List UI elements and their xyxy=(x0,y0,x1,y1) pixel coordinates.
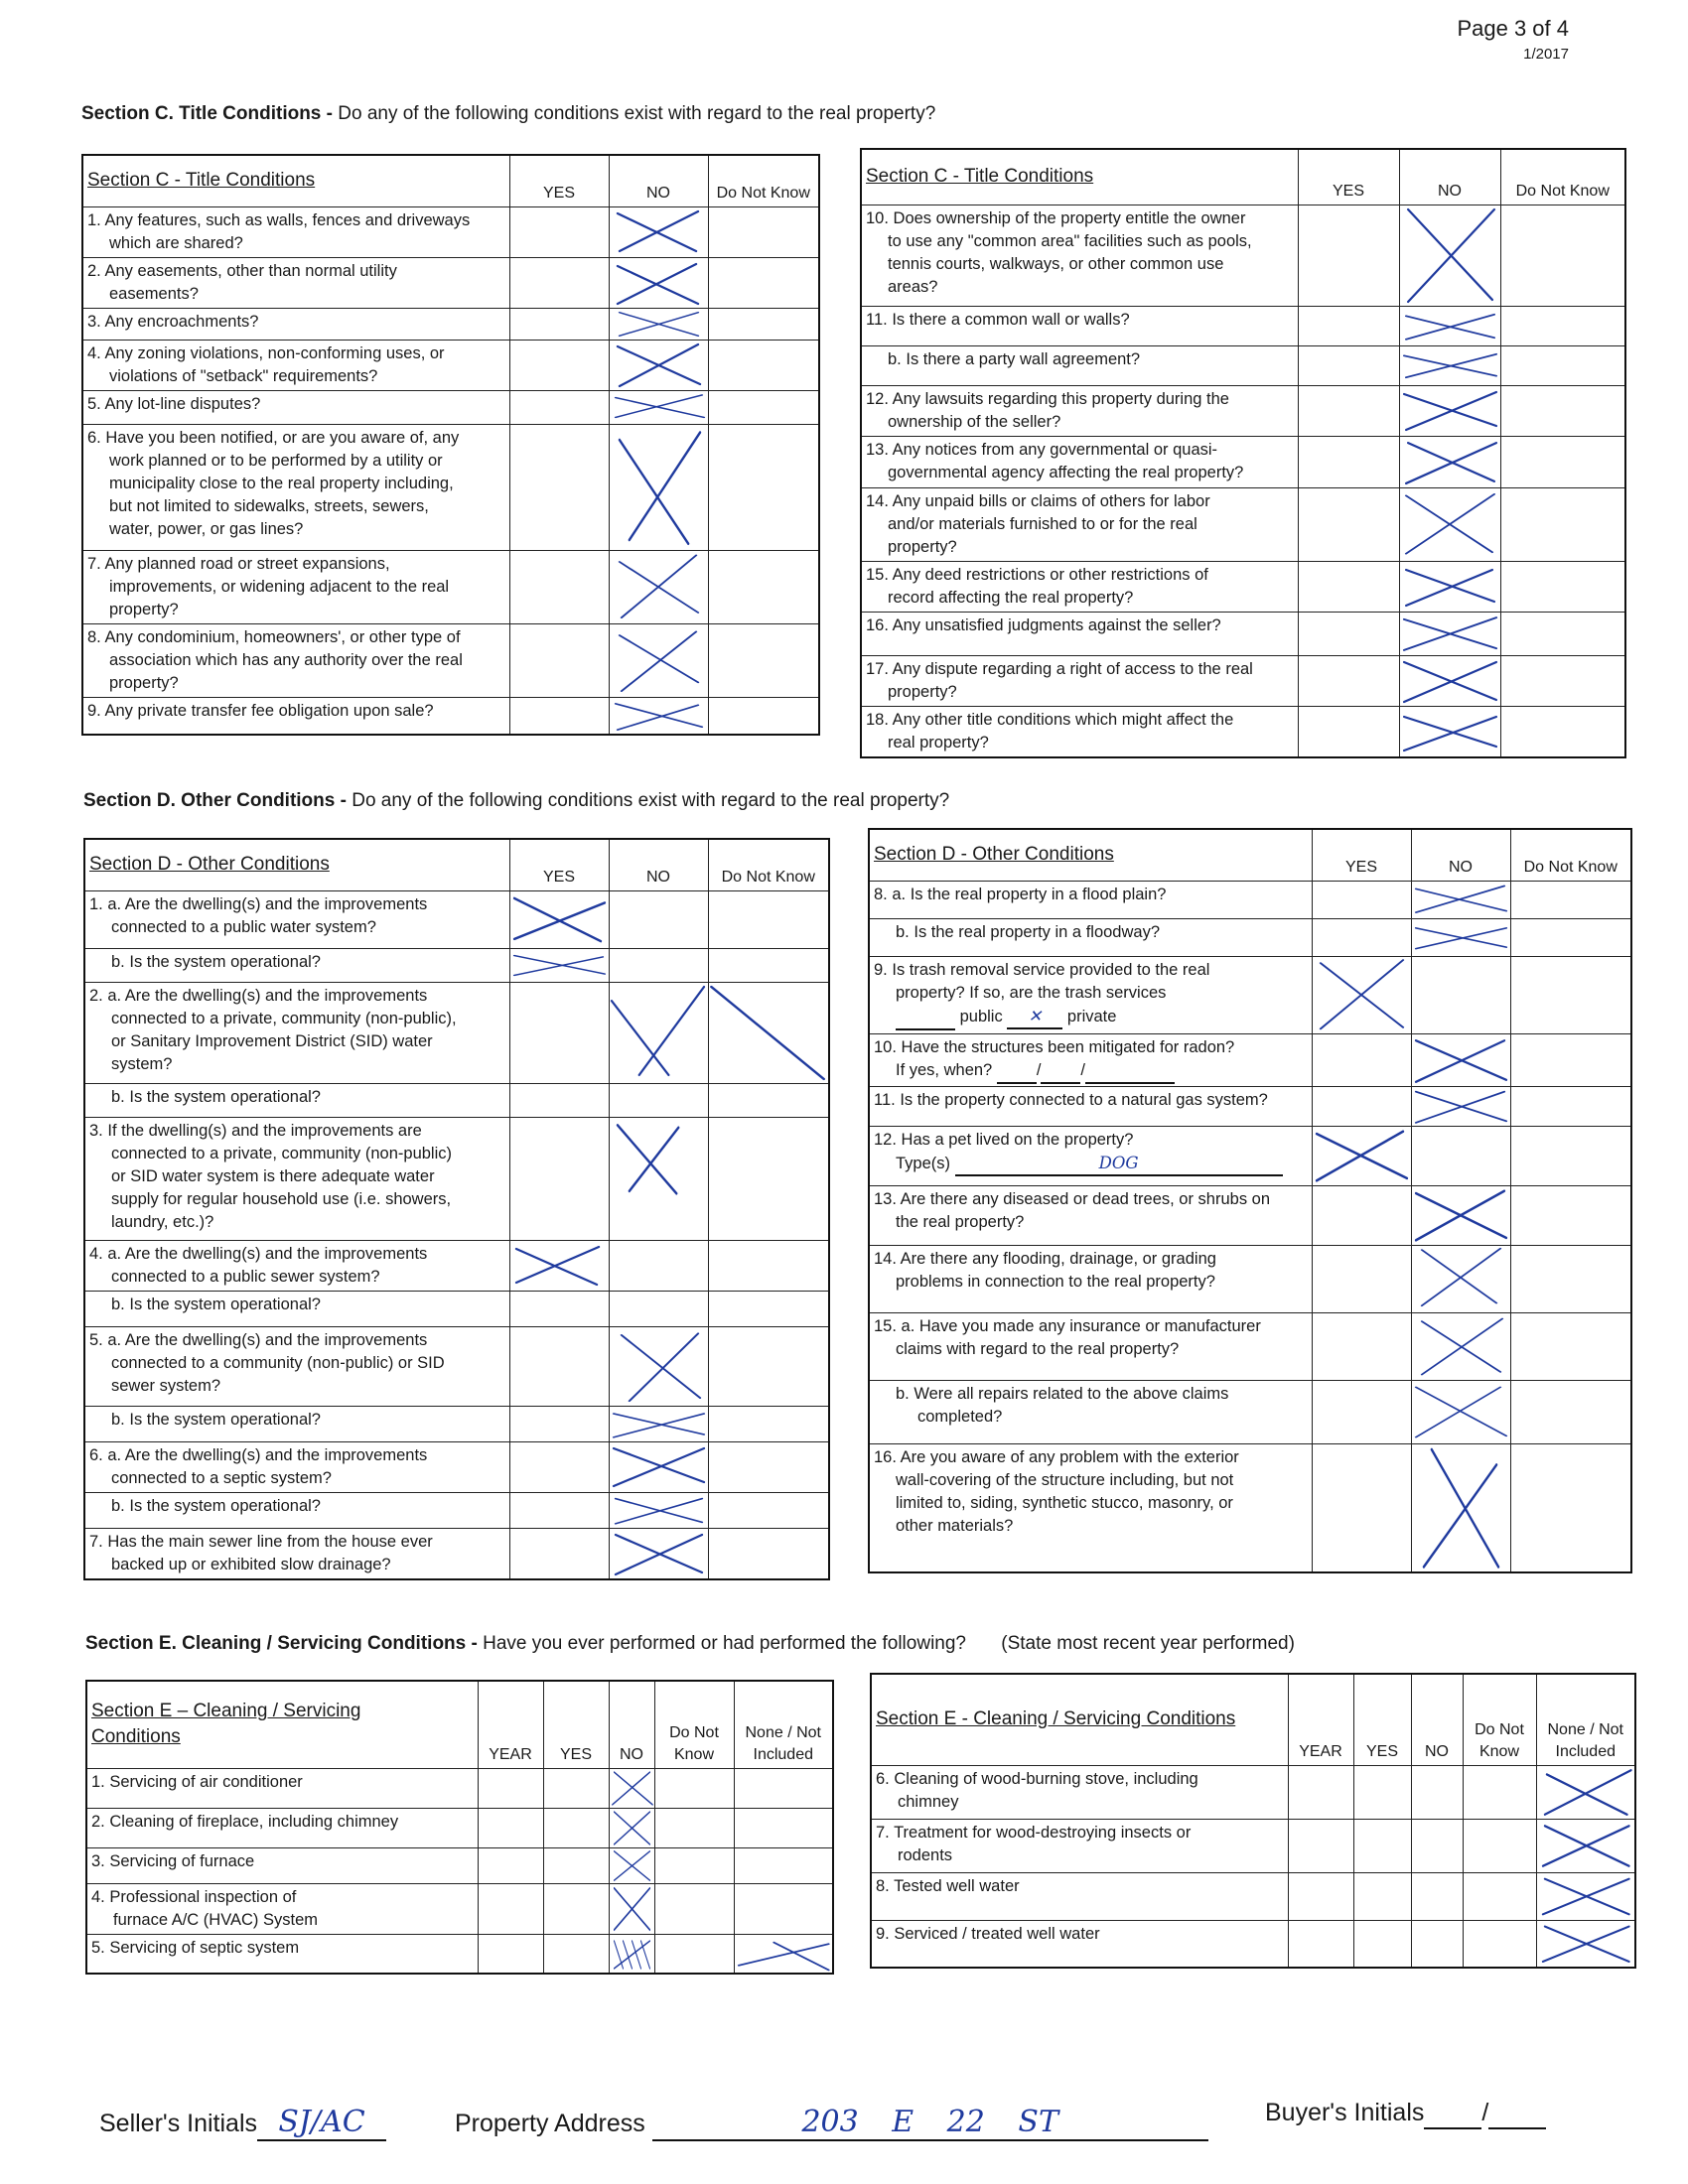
none-not-included-checkbox[interactable] xyxy=(1536,1920,1635,1968)
no-checkbox[interactable] xyxy=(609,623,708,697)
no-checkbox[interactable] xyxy=(609,1117,708,1240)
question-row: 13. Are there any diseased or dead trees, or shrubs on the real property? xyxy=(869,1185,1631,1245)
no-checkbox[interactable] xyxy=(1399,345,1500,385)
question-row: 8. a. Is the real property in a flood plain? xyxy=(869,881,1631,918)
no-checkbox[interactable] xyxy=(609,424,708,550)
question-row: 15. a. Have you made any insurance or manufacturer claims with regard to the real property? xyxy=(869,1312,1631,1380)
seller-initials-field[interactable]: SJ/AC xyxy=(257,2105,386,2141)
buyer-initials: Buyer's Initials / xyxy=(1265,2099,1546,2129)
question-row: 1. Servicing of air conditioner xyxy=(86,1768,833,1808)
no-checkbox[interactable] xyxy=(1399,385,1500,436)
question-row: 9. Serviced / treated well water xyxy=(871,1920,1635,1968)
question-row: 16. Are you aware of any problem with the exterior wall-covering of the structure including, but not limited to, siding, synthetic stucco, masonry, or other materials? xyxy=(869,1443,1631,1572)
no-checkbox[interactable] xyxy=(1411,1033,1510,1086)
no-checkbox[interactable] xyxy=(609,308,708,340)
do-not-know-checkbox[interactable] xyxy=(708,982,829,1083)
no-checkbox[interactable] xyxy=(1399,436,1500,487)
question-row: 11. Is there a common wall or walls? xyxy=(861,306,1625,345)
no-checkbox[interactable] xyxy=(1399,561,1500,612)
question-row: 9. Is trash removal service provided to the real property? If so, are the trash services public ✕ private xyxy=(869,956,1631,1033)
table-title: Section E - Cleaning / Servicing Conditions xyxy=(871,1674,1288,1765)
no-checkbox[interactable] xyxy=(1411,1245,1510,1312)
table-title: Section E – Cleaning / Servicing Conditions xyxy=(86,1681,478,1768)
question-row: 7. Treatment for wood-destroying insects or rodents xyxy=(871,1819,1635,1872)
section-c-heading: Section C. Title Conditions - Do any of the following conditions exist with regard to the real property? xyxy=(81,103,936,124)
question-row: 8. Tested well water xyxy=(871,1872,1635,1920)
question-row: 8. Any condominium, homeowners', or other type of association which has any authority over the real property? xyxy=(82,623,819,697)
question-row: 12. Any lawsuits regarding this property during the ownership of the seller? xyxy=(861,385,1625,436)
no-checkbox[interactable] xyxy=(609,697,708,735)
question-row: 5. a. Are the dwelling(s) and the improvements connected to a community (non-public) or SID sewer system? xyxy=(84,1326,829,1406)
question-row: 10. Have the structures been mitigated for radon? If yes, when? / / xyxy=(869,1033,1631,1086)
question-row: 9. Any private transfer fee obligation upon sale? xyxy=(82,697,819,735)
question-row: 2. a. Are the dwelling(s) and the improvements connected to a private, community (non-public), or Sanitary Improvement District (SID) water system? xyxy=(84,982,829,1083)
yes-checkbox[interactable] xyxy=(509,948,609,982)
no-checkbox[interactable] xyxy=(609,1406,708,1441)
no-checkbox[interactable] xyxy=(609,1492,708,1528)
section-d-right-table: Section D - Other Conditions YES NO Do Not Know 8. a. Is the real property in a flood plain? b. Is the real property in a floodway? 9. Is trash removal service provided to the real property? If so, are the trash services public ✕ private 10. Have the structures been mitigated for radon? If yes, when? / / 11. Is the property connected to a natural gas system? 12. Has a pet lived on the property? Type(s) DOG 13. Are there any diseased or dead trees, or shrubs on the real property? 14. Are there any flooding, drainage, or grading problems in connection to the real property? 15. a. Have you made any insurance or manufacturer claims with regard to the real property? b. Were all repairs related to the above claims completed? 16. Are you aware of any problem with the exterior wall-covering of the structure including, but not limited to, siding, synthetic stucco, masonry, or other materials? xyxy=(868,828,1632,1573)
no-checkbox[interactable] xyxy=(1411,918,1510,956)
page-number: Page 3 of 4 1/2017 xyxy=(1457,16,1569,63)
table-title: Section C - Title Conditions xyxy=(861,149,1298,205)
question-row: 3. If the dwelling(s) and the improvements are connected to a private, community (non-public) or SID water system is there adequate water supply for regular household use (i.e. showers, laundry, etc.)? xyxy=(84,1117,829,1240)
no-checkbox[interactable] xyxy=(609,1883,654,1934)
yes-checkbox[interactable] xyxy=(1312,1126,1411,1185)
question-row: 14. Are there any flooding, drainage, or grading problems in connection to the real property? xyxy=(869,1245,1631,1312)
no-checkbox[interactable] xyxy=(609,1441,708,1492)
question-row: 7. Has the main sewer line from the house ever backed up or exhibited slow drainage? xyxy=(84,1528,829,1579)
question-row: 5. Any lot-line disputes? xyxy=(82,390,819,424)
section-e-heading: Section E. Cleaning / Servicing Conditions - Have you ever performed or had performed the following? (State most recent year performed) xyxy=(85,1633,1295,1654)
no-checkbox[interactable] xyxy=(609,982,708,1083)
question-row: 14. Any unpaid bills or claims of others for labor and/or materials furnished to or for the real property? xyxy=(861,487,1625,561)
question-row: 6. Have you been notified, or are you aware of, any work planned or to be performed by a utility or municipality close to the real property including, but not limited to sidewalks, streets, sewers, water, power, or gas lines? xyxy=(82,424,819,550)
section-d-heading: Section D. Other Conditions - Do any of the following conditions exist with regard to the real property? xyxy=(83,790,950,811)
no-checkbox[interactable] xyxy=(1399,706,1500,757)
none-not-included-checkbox[interactable] xyxy=(734,1934,833,1974)
no-checkbox[interactable] xyxy=(609,1768,654,1808)
yes-checkbox[interactable] xyxy=(1312,956,1411,1033)
property-address-field[interactable]: 203 E 22 ST xyxy=(652,2105,1208,2141)
no-checkbox[interactable] xyxy=(609,257,708,308)
no-checkbox[interactable] xyxy=(1411,1312,1510,1380)
question-row: 4. a. Are the dwelling(s) and the improvements connected to a public sewer system? xyxy=(84,1240,829,1291)
no-checkbox[interactable] xyxy=(1399,655,1500,706)
question-row: 2. Cleaning of fireplace, including chimney xyxy=(86,1808,833,1847)
seller-initials: Seller's Initials SJ/AC xyxy=(99,2105,386,2141)
question-row: 18. Any other title conditions which might affect the real property? xyxy=(861,706,1625,757)
no-checkbox-scribbled[interactable] xyxy=(609,1934,654,1974)
no-checkbox[interactable] xyxy=(609,550,708,623)
no-checkbox[interactable] xyxy=(609,1847,654,1883)
yes-checkbox[interactable] xyxy=(509,890,609,948)
question-row: 1. a. Are the dwelling(s) and the improvements connected to a public water system? xyxy=(84,890,829,948)
property-address: Property Address 203 E 22 ST xyxy=(455,2105,1208,2141)
none-not-included-checkbox[interactable] xyxy=(1536,1872,1635,1920)
no-checkbox[interactable] xyxy=(1411,1443,1510,1572)
table-title: Section D - Other Conditions xyxy=(84,839,509,890)
question-row: 6. a. Are the dwelling(s) and the improvements connected to a septic system? xyxy=(84,1441,829,1492)
question-row: 17. Any dispute regarding a right of access to the real property? xyxy=(861,655,1625,706)
question-row: 1. Any features, such as walls, fences and driveways which are shared? xyxy=(82,206,819,257)
question-row: 3. Any encroachments? xyxy=(82,308,819,340)
buyer-initials-field-1[interactable] xyxy=(1424,2099,1481,2129)
question-row: 12. Has a pet lived on the property? Type(s) DOG xyxy=(869,1126,1631,1185)
question-row: 7. Any planned road or street expansions, improvements, or widening adjacent to the real property? xyxy=(82,550,819,623)
no-checkbox[interactable] xyxy=(1399,306,1500,345)
buyer-initials-field-2[interactable] xyxy=(1488,2099,1546,2129)
question-row: b. Is the system operational? xyxy=(84,948,829,982)
question-row: b. Were all repairs related to the above claims completed? xyxy=(869,1380,1631,1443)
no-checkbox[interactable] xyxy=(1411,1380,1510,1443)
no-checkbox[interactable] xyxy=(609,1528,708,1579)
no-checkbox[interactable] xyxy=(1411,1086,1510,1126)
question-row: 11. Is the property connected to a natural gas system? xyxy=(869,1086,1631,1126)
no-checkbox[interactable] xyxy=(1411,881,1510,918)
section-c-right-table: Section C - Title Conditions YES NO Do Not Know 10. Does ownership of the property entitle the owner to use any "common area" facilities such as pools, tennis courts, walkways, or other common use areas? 11. Is there a common wall or walls? b. Is there a party wall agreement? 12. Any lawsuits regarding this property during the ownership of the seller? 13. Any notices from any governmental or quasi- governmental agency affecting the real property? 14. Any unpaid bills or claims of others for labor and/or materials furnished to or for the real property? 15. Any deed restrictions or other restrictions of record affecting the real property? 16. Any unsatisfied judgments against the seller? 17. Any dispute regarding a right of access to the real property? 18. Any other title conditions which might affect the real property? xyxy=(860,148,1626,758)
question-row: 6. Cleaning of wood-burning stove, including chimney xyxy=(871,1765,1635,1819)
form-version: 1/2017 xyxy=(1523,46,1569,63)
question-row: b. Is the system operational? xyxy=(84,1291,829,1326)
question-row: 4. Any zoning violations, non-conforming uses, or violations of "setback" requirements? xyxy=(82,340,819,390)
question-row: b. Is there a party wall agreement? xyxy=(861,345,1625,385)
no-checkbox[interactable] xyxy=(609,206,708,257)
section-d-left-table: Section D - Other Conditions YES NO Do Not Know 1. a. Are the dwelling(s) and the improvements connected to a public water system? b. Is the system operational? 2. a. Are the dwelling(s) and the improvements connected to a private, community (non-public), or Sanitary Improvement District (SID) water system? b. Is the system operational? 3. If the dwelling(s) and the improvements are connected to a private, community (non-public) or SID water system is there adequate water supply for regular household use (i.e. showers, laundry, etc.)? 4. a. Are the dwelling(s) and the improvements connected to a public sewer system? b. Is the system operational? 5. a. Are the dwelling(s) and the improvements connected to a community (non-public) or SID sewer system? b. Is the system operational? 6. a. Are the dwelling(s) and the improvements connected to a septic system? b. Is the system operational? 7. Has the main sewer line from the house ever backed up or exhibited slow drainage? xyxy=(83,838,830,1580)
question-row: b. Is the real property in a floodway? xyxy=(869,918,1631,956)
table-title: Section C - Title Conditions xyxy=(82,155,509,206)
no-checkbox[interactable] xyxy=(1399,612,1500,655)
question-row: 13. Any notices from any governmental or quasi- governmental agency affecting the real property? xyxy=(861,436,1625,487)
none-not-included-checkbox[interactable] xyxy=(1536,1765,1635,1819)
question-row: 15. Any deed restrictions or other restrictions of record affecting the real property? xyxy=(861,561,1625,612)
question-row: 3. Servicing of furnace xyxy=(86,1847,833,1883)
no-checkbox[interactable] xyxy=(609,1808,654,1847)
no-checkbox[interactable] xyxy=(609,340,708,390)
question-row: 16. Any unsatisfied judgments against the seller? xyxy=(861,612,1625,655)
question-row: b. Is the system operational? xyxy=(84,1083,829,1117)
no-checkbox[interactable] xyxy=(1399,487,1500,561)
no-checkbox[interactable] xyxy=(609,390,708,424)
no-checkbox[interactable] xyxy=(1411,1185,1510,1245)
section-e-left-table: Section E – Cleaning / Servicing Conditions YEAR YES NO Do Not Know None / Not Included 1. Servicing of air conditioner 2. Cleaning of fireplace, including chimney 3. Servicing of furnace 4. Professional inspection of furnace A/C (HVAC) System 5. Servicing of septic system xyxy=(85,1680,834,1975)
question-row: 2. Any easements, other than normal utility easements? xyxy=(82,257,819,308)
none-not-included-checkbox[interactable] xyxy=(1536,1819,1635,1872)
no-checkbox[interactable] xyxy=(609,1326,708,1406)
question-row: 5. Servicing of septic system xyxy=(86,1934,833,1974)
question-row: 4. Professional inspection of furnace A/C (HVAC) System xyxy=(86,1883,833,1934)
question-row: b. Is the system operational? xyxy=(84,1492,829,1528)
question-row: b. Is the system operational? xyxy=(84,1406,829,1441)
no-checkbox[interactable] xyxy=(1399,205,1500,306)
section-e-right-table: Section E - Cleaning / Servicing Conditions YEAR YES NO Do Not Know None / Not Included 6. Cleaning of wood-burning stove, including chimney 7. Treatment for wood-destroying insects or rodents 8. Tested well water 9. Serviced / treated well water xyxy=(870,1673,1636,1969)
section-c-left-table: Section C - Title Conditions YES NO Do Not Know 1. Any features, such as walls, fences and driveways which are shared? 2. Any easements, other than normal utility easements? 3. Any encroachments? 4. Any zoning violations, non-conforming uses, or violations of "setback" requirements? 5. Any lot-line disputes? 6. Have you been notified, or are you aware of, any work planned or to be performed by a utility or municipality close to the real property including, but not limited to sidewalks, streets, sewers, water, power, or gas lines? 7. Any planned road or street expansions, improvements, or widening adjacent to the real property? 8. Any condominium, homeowners', or other type of association which has any authority over the real property? 9. Any private transfer fee obligation upon sale? xyxy=(81,154,820,736)
question-row: 10. Does ownership of the property entitle the owner to use any "common area" facilities such as pools, tennis courts, walkways, or other common use areas? xyxy=(861,205,1625,306)
table-title: Section D - Other Conditions xyxy=(869,829,1312,881)
yes-checkbox[interactable] xyxy=(509,1240,609,1291)
